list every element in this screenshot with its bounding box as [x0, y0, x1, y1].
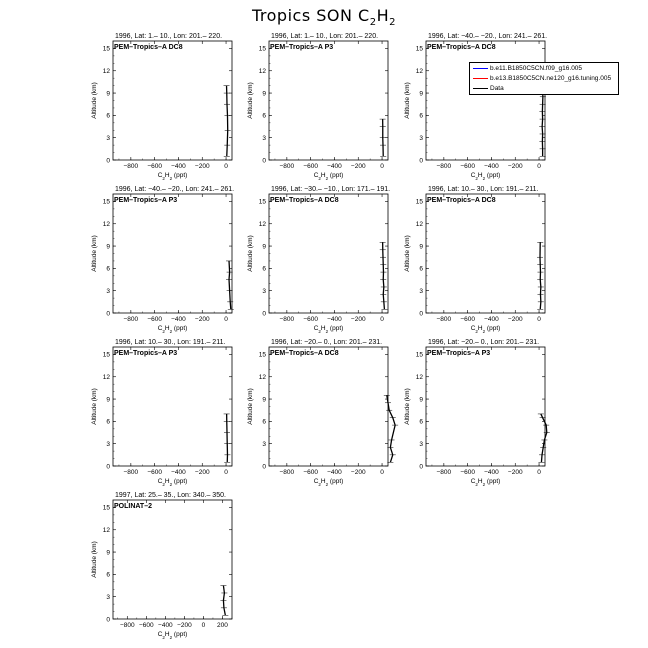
y-tick-label: 3 [106, 440, 110, 448]
x-tick-label: −200 [507, 469, 523, 476]
chart-panel [91, 339, 232, 487]
y-tick-label: 3 [106, 593, 110, 601]
panel-header: 1996, Lat: −40.– −20., Lon: 241.– 261. [428, 33, 548, 40]
plot-frame [113, 347, 232, 466]
legend-label: b.e13.B1850C5CN.ne120_g16.tuning.005 [490, 75, 612, 82]
data-series-line [540, 242, 541, 309]
y-axis-label: Altitude (km) [91, 541, 98, 578]
campaign-label: PEM–Tropics–A DC8 [270, 197, 339, 204]
x-tick-label: −600 [460, 163, 475, 170]
x-tick-label: 0 [380, 469, 384, 476]
legend-line-blue [473, 68, 488, 69]
campaign-label: POLINAT–2 [114, 503, 152, 510]
plot-frame [269, 194, 388, 313]
plot-frame [113, 41, 232, 160]
y-tick-label: 6 [106, 571, 110, 579]
y-tick-label: 6 [419, 112, 423, 120]
y-tick-label: 12 [258, 68, 266, 76]
legend-line-red [473, 78, 488, 79]
y-tick-label: 0 [419, 463, 423, 471]
y-tick-label: 15 [258, 351, 266, 359]
y-tick-label: 6 [262, 112, 266, 120]
legend-item [470, 64, 618, 74]
y-axis-label: Altitude (km) [91, 235, 98, 272]
x-tick-label: −400 [327, 469, 342, 476]
x-tick-label: −600 [138, 622, 154, 629]
y-tick-label: 9 [106, 243, 110, 251]
y-tick-label: 9 [419, 396, 423, 404]
x-tick-label: −800 [279, 163, 295, 170]
y-tick-label: 15 [102, 351, 110, 359]
x-tick-label: −400 [484, 469, 499, 476]
y-tick-label: 9 [106, 396, 110, 404]
legend-item [470, 84, 618, 94]
x-tick-label: −800 [436, 316, 452, 323]
x-tick-label: −800 [279, 316, 295, 323]
x-tick-label: −600 [460, 316, 475, 323]
x-tick-label: −800 [436, 163, 452, 170]
y-tick-label: 9 [419, 243, 423, 251]
x-tick-label: 0 [380, 163, 384, 170]
x-tick-label: 0 [224, 316, 228, 323]
data-series-line [383, 242, 385, 309]
x-tick-label: 0 [537, 316, 541, 323]
x-tick-label: −600 [460, 469, 475, 476]
x-axis-label: $C_2H_2$ (ppt) [313, 325, 344, 334]
x-tick-label: 0 [224, 163, 228, 170]
y-tick-label: 9 [262, 90, 266, 98]
y-tick-label: 0 [262, 463, 266, 471]
x-tick-label: −200 [194, 316, 210, 323]
x-tick-label: −400 [484, 316, 499, 323]
y-axis-label: Altitude (km) [247, 235, 254, 272]
plot-frame [113, 500, 232, 619]
campaign-label: PEM–Tropics–A P3 [427, 350, 491, 357]
y-tick-label: 12 [102, 527, 110, 535]
x-tick-label: −800 [123, 163, 139, 170]
x-tick-label: −800 [436, 469, 452, 476]
y-tick-label: 15 [258, 198, 266, 206]
y-tick-label: 3 [419, 287, 423, 295]
y-axis-label: Altitude (km) [404, 388, 411, 425]
y-tick-label: 15 [258, 45, 266, 53]
y-tick-label: 3 [262, 134, 266, 142]
y-tick-label: 6 [262, 265, 266, 273]
y-tick-label: 12 [102, 68, 110, 76]
y-tick-label: 3 [262, 287, 266, 295]
plot-frame [426, 194, 545, 313]
y-tick-label: 0 [419, 157, 423, 165]
x-tick-label: −200 [507, 316, 523, 323]
x-tick-label: −400 [158, 622, 173, 629]
y-axis-label: Altitude (km) [404, 235, 411, 272]
y-tick-label: 12 [415, 374, 423, 382]
campaign-label: PEM–Tropics–A DC8 [427, 44, 496, 51]
campaign-label: PEM–Tropics–A DC8 [270, 350, 339, 357]
x-axis-label: $C_2H_2$ (ppt) [470, 325, 501, 334]
y-tick-label: 0 [419, 310, 423, 318]
campaign-label: PEM–Tropics–A DC8 [114, 44, 183, 51]
x-tick-label: −200 [350, 163, 366, 170]
x-tick-label: −200 [194, 469, 210, 476]
x-tick-label: −400 [327, 163, 342, 170]
panel-header: 1996, Lat: 10.– 30., Lon: 191.– 211. [115, 339, 226, 346]
y-tick-label: 12 [102, 221, 110, 229]
y-tick-label: 9 [262, 396, 266, 404]
x-tick-label: −800 [123, 316, 139, 323]
panel-header: 1996, Lat: −30.– −10., Lon: 171.– 191. [271, 186, 391, 193]
page-title: Tropics SON $C_2H_2$ [251, 6, 396, 29]
x-axis-label: $C_2H_2$ (ppt) [313, 478, 344, 487]
y-tick-label: 3 [262, 440, 266, 448]
y-axis-label: Altitude (km) [91, 388, 98, 425]
legend [469, 62, 619, 95]
chart-panel [247, 186, 390, 334]
y-tick-label: 15 [415, 198, 423, 206]
x-tick-label: −400 [327, 316, 342, 323]
chart-panel [247, 33, 388, 181]
y-axis-label: Altitude (km) [247, 388, 254, 425]
y-tick-label: 0 [106, 157, 110, 165]
data-series-line [542, 89, 543, 156]
panel-header: 1996, Lat: −20.– 0., Lon: 201.– 231. [271, 339, 383, 346]
chart-panel [404, 33, 547, 181]
y-tick-label: 15 [415, 351, 423, 359]
y-axis-label: Altitude (km) [247, 82, 254, 119]
y-tick-label: 15 [415, 45, 423, 53]
x-tick-label: −400 [171, 316, 186, 323]
x-axis-label: $C_2H_2$ (ppt) [470, 172, 501, 181]
y-tick-label: 9 [419, 90, 423, 98]
x-tick-label: −400 [171, 163, 186, 170]
y-tick-label: 0 [106, 463, 110, 471]
y-tick-label: 12 [102, 374, 110, 382]
y-tick-label: 0 [262, 157, 266, 165]
data-series-line [227, 86, 228, 157]
y-tick-label: 0 [106, 310, 110, 318]
panel-header: 1996, Lat: 1.– 10., Lon: 201.– 220. [271, 33, 379, 40]
x-tick-label: −200 [350, 316, 366, 323]
x-axis-label: $C_2H_2$ (ppt) [470, 478, 501, 487]
y-tick-label: 6 [106, 418, 110, 426]
y-tick-label: 3 [419, 134, 423, 142]
x-tick-label: −400 [484, 163, 499, 170]
x-axis-label: $C_2H_2$ (ppt) [157, 478, 188, 487]
chart-panel [91, 186, 234, 334]
x-tick-label: −200 [507, 163, 523, 170]
y-tick-label: 6 [419, 265, 423, 273]
chart-panel [91, 33, 232, 181]
x-tick-label: 0 [201, 622, 206, 629]
legend-item [470, 74, 618, 84]
y-tick-label: 0 [106, 616, 110, 624]
x-axis-label: $C_2H_2$ (ppt) [157, 631, 188, 640]
y-tick-label: 6 [262, 418, 266, 426]
legend-label: Data [490, 85, 504, 92]
y-tick-label: 12 [415, 68, 423, 76]
panel-header: 1996, Lat: 10.– 30., Lon: 191.– 211. [428, 186, 539, 193]
y-tick-label: 9 [106, 90, 110, 98]
panel-header: 1996, Lat: −40.– −20., Lon: 241.– 261. [115, 186, 235, 193]
campaign-label: PEM–Tropics–A P3 [114, 350, 178, 357]
plot-frame [269, 41, 388, 160]
x-tick-label: −600 [147, 469, 162, 476]
x-tick-label: 200 [217, 622, 228, 629]
y-tick-label: 0 [262, 310, 266, 318]
x-axis-label: $C_2H_2$ (ppt) [157, 172, 188, 181]
x-tick-label: −600 [303, 316, 318, 323]
x-tick-label: −800 [123, 469, 139, 476]
legend-line-black [473, 88, 488, 89]
x-tick-label: −200 [350, 469, 366, 476]
x-tick-label: −600 [147, 163, 162, 170]
y-tick-label: 12 [258, 221, 266, 229]
campaign-label: PEM–Tropics–A P3 [270, 44, 334, 51]
campaign-label: PEM–Tropics–A DC8 [427, 197, 496, 204]
x-tick-label: 0 [537, 469, 541, 476]
x-axis-label: $C_2H_2$ (ppt) [313, 172, 344, 181]
x-tick-label: −600 [303, 469, 318, 476]
chart-panel [247, 339, 398, 487]
x-tick-label: −800 [279, 469, 295, 476]
panel-header: 1997, Lat: 25.– 35., Lon: 340.– 350. [115, 492, 226, 499]
y-tick-label: 3 [106, 134, 110, 142]
x-tick-label: −600 [147, 316, 162, 323]
chart-panel [404, 186, 545, 334]
panel-header: 1996, Lat: 1.– 10., Lon: 201.– 220. [115, 33, 223, 40]
y-tick-label: 9 [106, 549, 110, 557]
chart-panel [404, 339, 550, 487]
x-tick-label: 0 [224, 469, 228, 476]
y-tick-label: 6 [106, 112, 110, 120]
plot-frame [426, 347, 545, 466]
panel-header: 1996, Lat: −20.– 0., Lon: 201.– 231. [428, 339, 540, 346]
x-tick-label: −800 [119, 622, 135, 629]
x-tick-label: 0 [380, 316, 384, 323]
x-axis-label: $C_2H_2$ (ppt) [157, 325, 188, 334]
y-axis-label: Altitude (km) [91, 82, 98, 119]
x-tick-label: −600 [303, 163, 318, 170]
x-tick-label: 0 [537, 163, 541, 170]
y-tick-label: 6 [419, 418, 423, 426]
y-tick-label: 15 [102, 45, 110, 53]
y-axis-label: Altitude (km) [404, 82, 411, 119]
y-tick-label: 12 [415, 221, 423, 229]
chart-panel [91, 492, 232, 640]
x-tick-label: −400 [171, 469, 186, 476]
y-tick-label: 15 [102, 504, 110, 512]
y-tick-label: 3 [419, 440, 423, 448]
y-tick-label: 3 [106, 287, 110, 295]
y-tick-label: 15 [102, 198, 110, 206]
y-tick-label: 6 [106, 265, 110, 273]
plot-frame [426, 41, 545, 160]
plot-frame [113, 194, 232, 313]
y-tick-label: 9 [262, 243, 266, 251]
x-tick-label: −200 [177, 622, 192, 629]
y-tick-label: 12 [258, 374, 266, 382]
x-tick-label: −200 [194, 163, 210, 170]
plot-frame [269, 347, 388, 466]
campaign-label: PEM–Tropics–A P3 [114, 197, 178, 204]
legend-label: b.e11.B1850C5CN.f09_g16.005 [490, 65, 583, 72]
